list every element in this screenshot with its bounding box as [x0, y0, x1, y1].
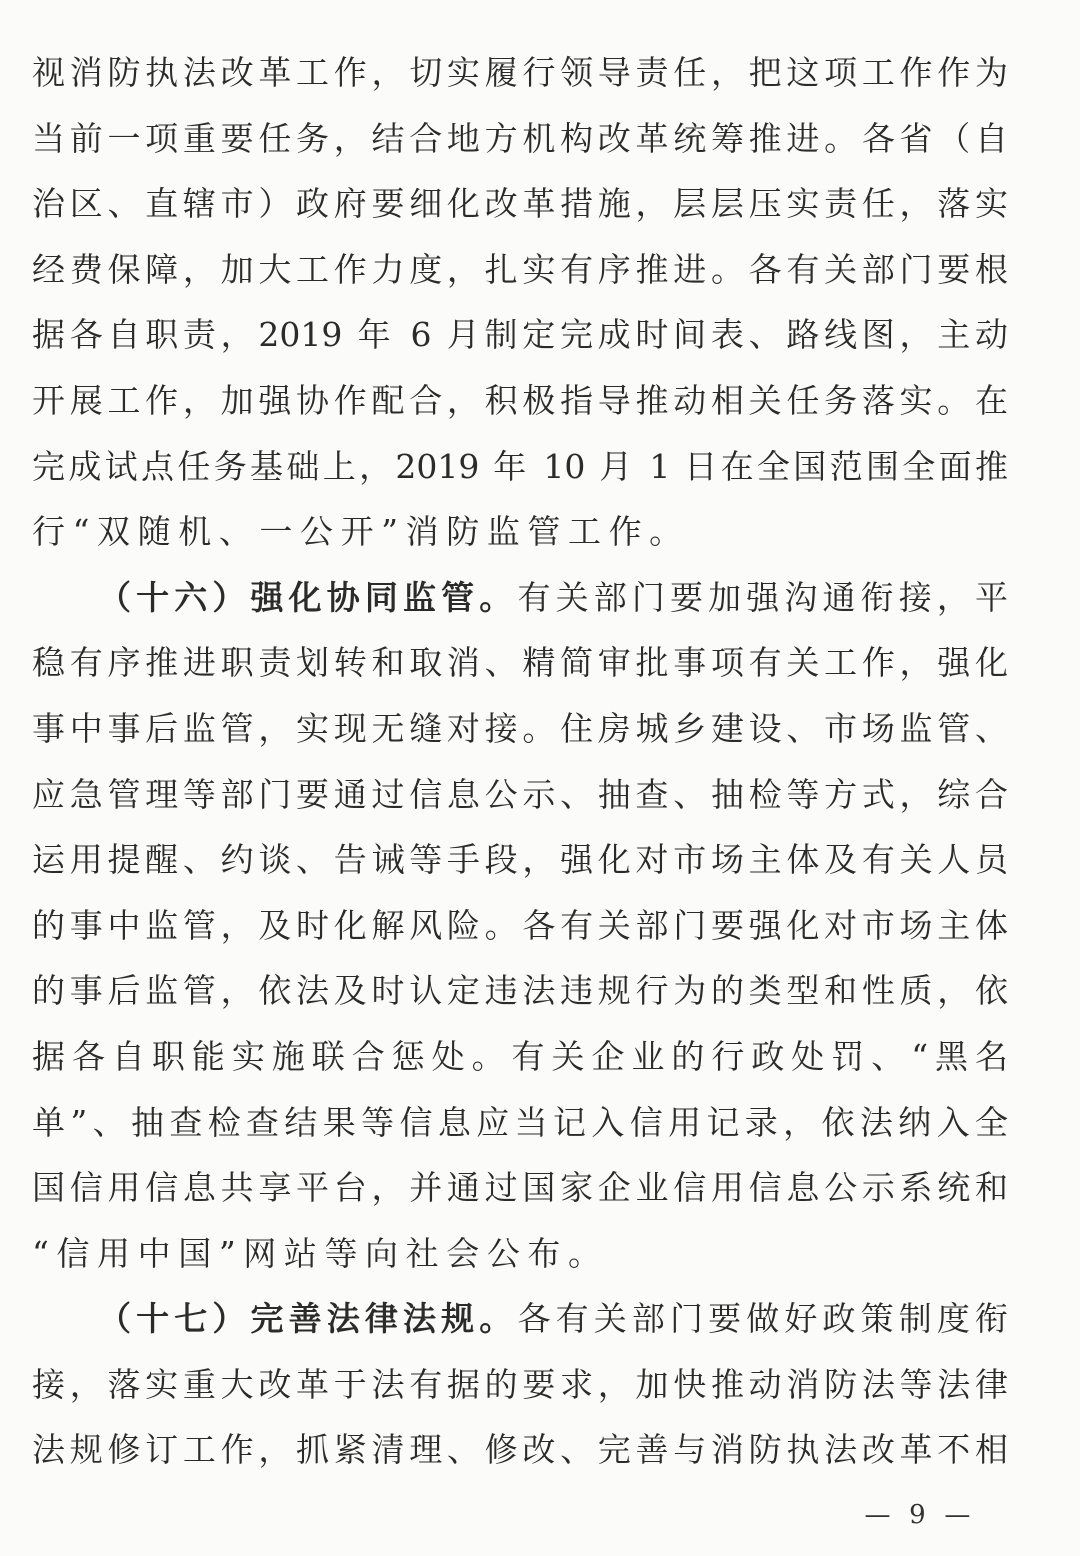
paragraph-line: 行“双随机、一公开”消防监管工作。 — [32, 512, 690, 552]
paragraph-line: 的事中监管，及时化解风险。各有关部门要强化对市场主体 — [32, 905, 1008, 945]
page-number: — 9 — — [864, 1500, 976, 1530]
section-17-first-line — [32, 1286, 1008, 1352]
section-17-text: 各有关部门要做好政策制度衔 — [517, 1299, 1009, 1339]
paragraph-line: 经费保障，加大工作力度，扎实有序推进。各有关部门要根 — [32, 249, 1008, 289]
paragraph-line: 据各自职责，2019 年 6 月制定完成时间表、路线图，主动 — [32, 315, 1008, 355]
paragraph-line: 稳有序推进职责划转和取消、精简审批事项有关工作，强化 — [32, 643, 1008, 683]
section-16-first-line — [32, 565, 1008, 631]
paragraph-line: 单”、抽查检查结果等信息应当记入信用记录，依法纳入全 — [32, 1102, 1008, 1142]
paragraph-line: 开展工作，加强协作配合，积极指导推动相关任务落实。在 — [32, 380, 1008, 420]
paragraph-line: 接，落实重大改革于法有据的要求，加快推动消防法等法律 — [32, 1364, 1008, 1404]
paragraph-line: 完成试点任务基础上，2019 年 10 月 1 日在全国范围全面推 — [32, 446, 1008, 486]
document-body — [32, 40, 1008, 1483]
paragraph-line: 当前一项重要任务，结合地方机构改革统筹推进。各省（自 — [32, 118, 1008, 158]
paragraph-line: 应急管理等部门要通过信息公示、抽查、抽检等方式，综合 — [32, 774, 1008, 814]
paragraph-line: 视消防执法改革工作，切实履行领导责任，把这项工作作为 — [32, 53, 1008, 92]
paragraph-line: 国信用信息共享平台，并通过国家企业信用信息公示系统和 — [32, 1168, 1008, 1208]
section-17-heading: （十七）完善法律法规。 — [98, 1299, 518, 1339]
paragraph-line: “信用中国”网站等向社会公布。 — [32, 1233, 609, 1273]
paragraph-line: 法规修订工作，抓紧清理、修改、完善与消防执法改革不相 — [32, 1430, 1008, 1470]
paragraph-line: 据各自职能实施联合惩处。有关企业的行政处罚、“黑名 — [32, 1036, 1008, 1076]
section-16-text: 有关部门要加强沟通衔接，平 — [517, 577, 1009, 617]
paragraph-line: 治区、直辖市）政府要细化改革措施，层层压实责任，落实 — [32, 184, 1008, 224]
paragraph-line: 运用提醒、约谈、告诫等手段，强化对市场主体及有关人员 — [32, 840, 1008, 880]
section-16-heading: （十六）强化协同监管。 — [98, 577, 518, 617]
paragraph-line: 的事后监管，依法及时认定违法违规行为的类型和性质，依 — [32, 971, 1008, 1011]
paragraph-line: 事中事后监管，实现无缝对接。住房城乡建设、市场监管、 — [32, 708, 1008, 748]
